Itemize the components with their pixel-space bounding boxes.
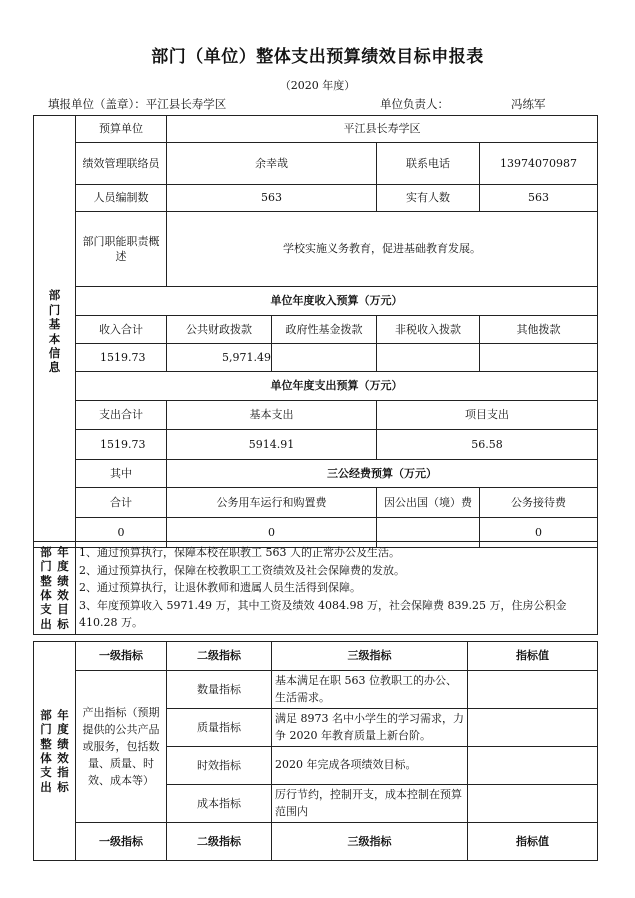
section-basic-info: 部门基本信息: [34, 116, 76, 548]
staff-value: 563: [167, 185, 377, 212]
page-title: 部门（单位）整体支出预算绩效目标申报表: [151, 47, 484, 67]
expense-header: 项目支出: [377, 401, 598, 430]
section-goals: 部门整体支出 年度绩效目标: [34, 542, 76, 635]
budget-unit-value: 平江县长寿学区: [167, 116, 598, 143]
year-label: （2020 年度）: [279, 79, 356, 92]
expense-header: 支出合计: [76, 401, 167, 430]
responsible-name: 冯练军: [511, 97, 546, 111]
sangong-header: 公务用车运行和购置费: [167, 488, 377, 518]
level3-cell: 满足 8973 名中小学生的学习需求，力争 2020 年教育质量上新台阶。: [272, 709, 468, 747]
income-value: [480, 344, 598, 372]
contact-name: 余幸哉: [167, 143, 377, 185]
income-title: 单位年度收入预算（万元）: [76, 287, 598, 316]
duty-text: 学校实施义务教育，促进基础教育发展。: [167, 212, 598, 287]
sangong-header: 因公出国（境）费: [377, 488, 480, 518]
indicator-header: 一级指标: [76, 642, 167, 671]
level3-cell: 基本满足在职 563 位教职工的办公、生活需求。: [272, 671, 468, 709]
level2-cell: 时效指标: [167, 747, 272, 785]
income-header: 收入合计: [76, 316, 167, 344]
section-indicators: 部门整体支出 年度绩效指标: [34, 642, 76, 861]
phone-value: 13974070987: [480, 143, 598, 185]
income-header: 其他拨款: [480, 316, 598, 344]
indicator-header: 二级指标: [167, 642, 272, 671]
income-value: 1519.73: [76, 344, 167, 372]
expense-value: 5914.91: [167, 430, 377, 460]
footer-header: 三级指标: [272, 823, 468, 861]
actual-value: 563: [480, 185, 598, 212]
income-value: [272, 344, 377, 372]
level2-cell: 数量指标: [167, 671, 272, 709]
income-header: 公共财政拨款: [167, 316, 272, 344]
expense-value: 1519.73: [76, 430, 167, 460]
sangong-value: 0: [76, 518, 167, 548]
actual-label: 实有人数: [377, 185, 480, 212]
level2-cell: 质量指标: [167, 709, 272, 747]
expense-header: 基本支出: [167, 401, 377, 430]
goals-text: [76, 542, 598, 635]
expense-title: 单位年度支出预算（万元）: [76, 372, 598, 401]
level3-cell: 厉行节约，控制开支，成本控制在预算范围内: [272, 785, 468, 823]
footer-header: 一级指标: [76, 823, 167, 861]
income-value: [377, 344, 480, 372]
goals-table: [33, 541, 598, 635]
basic-info-table: [33, 115, 598, 548]
expense-value: 56.58: [377, 430, 598, 460]
indicator-header: 三级指标: [272, 642, 468, 671]
among-label: 其中: [76, 460, 167, 488]
phone-label: 联系电话: [377, 143, 480, 185]
level2-cell: 成本指标: [167, 785, 272, 823]
level3-cell: 2020 年完成各项绩效目标。: [272, 747, 468, 785]
indicator-header: 指标值: [468, 642, 598, 671]
staff-label: 人员编制数: [76, 185, 167, 212]
goal-item: 3、年度预算收入 5971.49 万，其中工资及绩效 4084.98 万，社会保障费 839.25 万，住房公积金 410.28 万。: [79, 598, 567, 630]
sangong-value: 0: [167, 518, 377, 548]
sangong-title: 三公经费预算（万元）: [167, 460, 598, 488]
indicator-value: [468, 671, 598, 709]
footer-header: 二级指标: [167, 823, 272, 861]
budget-unit-label: 预算单位: [76, 116, 167, 143]
income-header: 政府性基金拨款: [272, 316, 377, 344]
goal-item: 2、通过预算执行，保障在校教职工工资绩效及社会保障费的发放。: [79, 563, 405, 577]
indicators-table: [33, 641, 598, 861]
income-header: 非税收入拨款: [377, 316, 480, 344]
indicator-value: [468, 785, 598, 823]
level1-output: 产出指标（预期提供的公共产品或服务，包括数量、质量、时效、成本等）: [76, 671, 167, 823]
fill-unit: 填报单位（盖章）：平江县长寿学区: [48, 97, 227, 111]
responsible-label: 单位负责人：: [380, 97, 449, 111]
income-value: 5,971.49: [167, 344, 272, 372]
sangong-header: 公务接待费: [480, 488, 598, 518]
goal-item: 1、通过预算执行，保障本校在职教工 563 人的正常办公及生活。: [79, 546, 400, 559]
sangong-header: 合计: [76, 488, 167, 518]
sangong-value: 0: [480, 518, 598, 548]
duty-label: 部门职能职责概述: [76, 212, 167, 287]
footer-header: 指标值: [468, 823, 598, 861]
indicator-value: [468, 709, 598, 747]
contact-label: 绩效管理联络员: [76, 143, 167, 185]
goal-item: 2、通过预算执行，让退休教师和遗属人员生活得到保障。: [79, 581, 361, 595]
indicator-value: [468, 747, 598, 785]
